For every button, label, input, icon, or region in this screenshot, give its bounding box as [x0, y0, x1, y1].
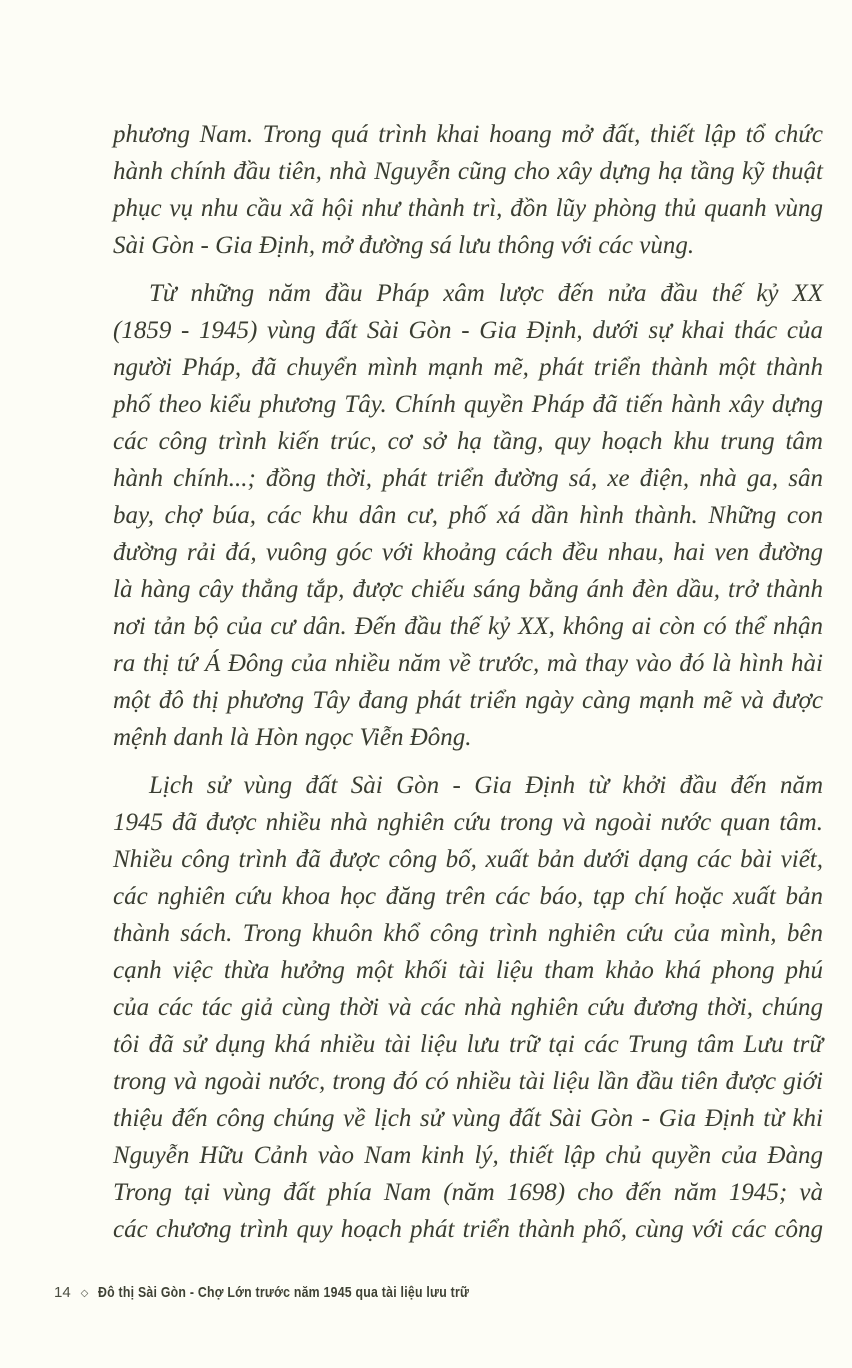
text-line: người Pháp, đã chuyển mình mạnh mẽ, phát triển thành một thành [113, 354, 823, 381]
text-line: bay, chợ búa, các khu dân cư, phố xá dần hình thành. Những con [113, 502, 823, 529]
text-line: Sài Gòn - Gia Định, mở đường sá lưu thông với các vùng. [113, 232, 695, 259]
text-line: hành chính đầu tiên, nhà Nguyễn cũng cho xây dựng hạ tầng kỹ thuật [113, 158, 823, 185]
text-line: nơi tản bộ của cư dân. Đến đầu thế kỷ XX, không ai còn có thể nhận [113, 613, 823, 640]
body-text [113, 116, 823, 1259]
page-number: 14 [54, 1284, 71, 1301]
paragraph-3 [113, 767, 823, 1248]
text-line: Từ những năm đầu Pháp xâm lược đến nửa đầu thế kỷ XX [149, 280, 823, 307]
text-line: 1945 đã được nhiều nhà nghiên cứu trong và ngoài nước quan tâm. [113, 809, 823, 836]
text-line: thành sách. Trong khuôn khổ công trình nghiên cứu của mình, bên [113, 920, 823, 947]
text-line: phương Nam. Trong quá trình khai hoang mở đất, thiết lập tổ chức [113, 121, 823, 148]
text-line: ra thị tứ Á Đông của nhiều năm về trước, mà thay vào đó là hình hài [113, 650, 823, 677]
paragraph-1 [113, 116, 823, 264]
text-line: đường rải đá, vuông góc với khoảng cách đều nhau, hai ven đường [113, 539, 823, 566]
running-footer [54, 1284, 551, 1301]
text-line: cạnh việc thừa hưởng một khối tài liệu tham khảo khá phong phú [113, 957, 823, 984]
text-line: các chương trình quy hoạch phát triển thành phố, cùng với các công [113, 1216, 823, 1243]
diamond-bullet-icon: ◇ [80, 1288, 89, 1299]
text-line: (1859 - 1945) vùng đất Sài Gòn - Gia Định, dưới sự khai thác của [113, 317, 823, 344]
text-line: hành chính...; đồng thời, phát triển đường sá, xe điện, nhà ga, sân [113, 465, 823, 492]
text-line: Trong tại vùng đất phía Nam (năm 1698) cho đến năm 1945; và [113, 1179, 823, 1206]
text-line: các nghiên cứu khoa học đăng trên các báo, tạp chí hoặc xuất bản [113, 883, 823, 910]
text-line: trong và ngoài nước, trong đó có nhiều tài liệu lần đầu tiên được giới [113, 1068, 823, 1095]
text-line: mệnh danh là Hòn ngọc Viễn Đông. [113, 724, 472, 751]
text-line: là hàng cây thẳng tắp, được chiếu sáng bằng ánh đèn dầu, trở thành [113, 576, 823, 603]
text-line: của các tác giả cùng thời và các nhà nghiên cứu đương thời, chúng [113, 994, 823, 1021]
book-title: Đô thị Sài Gòn - Chợ Lớn trước năm 1945 qua tài liệu lưu trữ [98, 1284, 470, 1301]
text-line: Lịch sử vùng đất Sài Gòn - Gia Định từ khởi đầu đến năm [149, 772, 823, 799]
text-line: tôi đã sử dụng khá nhiều tài liệu lưu trữ tại các Trung tâm Lưu trữ [113, 1031, 823, 1058]
text-line: Nhiều công trình đã được công bố, xuất bản dưới dạng các bài viết, [113, 846, 823, 873]
text-line: Nguyễn Hữu Cảnh vào Nam kinh lý, thiết lập chủ quyền của Đàng [113, 1142, 823, 1169]
paragraph-2 [113, 275, 823, 756]
text-line: các công trình kiến trúc, cơ sở hạ tầng, quy hoạch khu trung tâm [113, 428, 823, 455]
text-line: một đô thị phương Tây đang phát triển ngày càng mạnh mẽ và được [113, 687, 823, 714]
text-line: phục vụ nhu cầu xã hội như thành trì, đồn lũy phòng thủ quanh vùng [113, 195, 823, 222]
text-line: thiệu đến công chúng về lịch sử vùng đất Sài Gòn - Gia Định từ khi [113, 1105, 823, 1132]
text-line: phố theo kiểu phương Tây. Chính quyền Pháp đã tiến hành xây dựng [113, 391, 823, 418]
